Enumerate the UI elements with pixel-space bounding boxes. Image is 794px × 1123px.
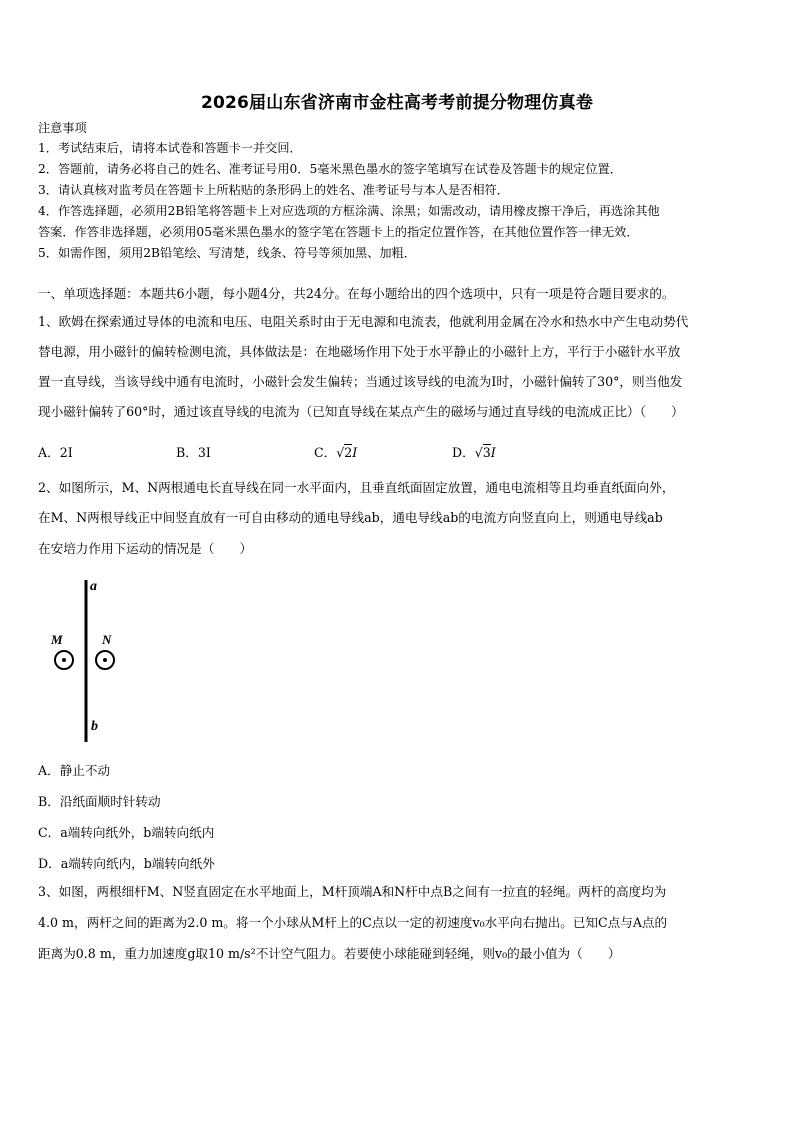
q1-line-2: 替电源，用小磁针的偏转检测电流，具体做法是：在地磁场作用下处于水平静止的小磁针上方，平行于小磁针水平放 <box>38 344 681 359</box>
q1-option-d-var: I <box>490 445 496 460</box>
q2-option-a[interactable]: A．静止不动 <box>38 763 111 778</box>
notice-item-3: 3．请认真核对监考员在答题卡上所粘贴的条形码上的姓名、准考证号与本人是否相符． <box>38 183 509 197</box>
q2-line-3: 在安培力作用下运动的情况是（ ） <box>38 541 253 556</box>
q1-option-b[interactable]: B．3I <box>176 445 211 460</box>
q1-option-d-radicand: 3 <box>482 445 491 460</box>
label-n: N <box>102 632 112 647</box>
q2-option-d[interactable]: D．a端转向纸内，b端转向纸外 <box>38 856 215 871</box>
q2-line-2: 在M、N两根导线正中间竖直放有一可自由移动的通电导线ab，通电导线ab的电流方向竖直向上，则通电导线ab <box>38 510 663 525</box>
q1-option-c-radicand: 2 <box>344 445 353 460</box>
q3-line-3: 距离为0.8 m，重力加速度g取10 m/s²不计空气阻力。若要使小球能碰到轻绳，则v₀的最小值为（ ） <box>38 946 621 961</box>
wire-n-dot <box>103 658 107 662</box>
q1-option-c-var: I <box>352 445 358 460</box>
q2-line-1: 2、如图所示，M、N两根通电长直导线在同一水平面内，且垂直纸面固定放置，通电电流相等且均垂直纸面向外， <box>38 480 675 495</box>
notice-item-1: 1．考试结束后，请将本试卷和答题卡一并交回． <box>38 141 302 155</box>
q1-line-1: 1、欧姆在探索通过导体的电流和电压、电阻关系时由于无电源和电流表，他就利用金属在冷水和热水中产生电动势代 <box>38 314 689 329</box>
notice-heading: 注意事项 <box>38 121 87 135</box>
q2-option-c[interactable]: C．a端转向纸外，b端转向纸内 <box>38 825 215 840</box>
q1-option-d-prefix: D． <box>452 445 475 460</box>
q1-option-c-prefix: C． <box>314 445 337 460</box>
q3-line-1: 3、如图，两根细杆M、N竖直固定在水平地面上，M杆顶端A和N杆中点B之间有一拉直的轻绳。两杆的高度均为 <box>38 884 667 899</box>
notice-item-4-cont: 答案．作答非选择题，必须用05毫米黑色墨水的签字笔在答题卡上的指定位置作答，在其他位置作答一律无效． <box>38 225 639 239</box>
q1-option-a[interactable]: A．2I <box>38 445 73 460</box>
q1-option-c[interactable] <box>314 442 357 461</box>
page-title: 2026届山东省济南市金柱高考考前提分物理仿真卷 <box>200 93 594 113</box>
q1-line-4: 现小磁针偏转了60°时，通过该直导线的电流为（已知直导线在某点产生的磁场与通过直导线的电流成正比）（ ） <box>38 404 684 419</box>
label-a: a <box>90 579 97 594</box>
sqrt-icon: √ <box>336 445 345 460</box>
q1-option-d[interactable] <box>452 442 496 461</box>
notice-item-2: 2．答题前，请务必将自己的姓名、准考证号用0．5毫米黑色墨水的签字笔填写在试卷及答题卡的规定位置． <box>38 162 622 176</box>
label-m: M <box>51 632 63 647</box>
q3-line-2: 4.0 m，两杆之间的距离为2.0 m。将一个小球从M杆上的C点以一定的初速度v₀水平向右抛出。已知C点与A点的 <box>38 915 668 930</box>
sqrt-icon: √ <box>474 445 483 460</box>
label-b: b <box>91 719 98 734</box>
q1-line-3: 置一直导线，当该导线中通有电流时，小磁针会发生偏转；当通过该导线的电流为I时，小磁针偏转了30°，则当他发 <box>38 374 683 389</box>
wire-m-dot <box>62 658 66 662</box>
notice-item-5: 5．如需作图，须用2B铅笔绘、写清楚，线条、符号等须加黑、加粗． <box>38 246 416 260</box>
section-heading: 一、单项选择题：本题共6小题，每小题4分，共24分。在每小题给出的四个选项中，只有一项是符合题目要求的。 <box>38 286 675 301</box>
q2-figure <box>48 576 128 746</box>
notice-item-4: 4．作答选择题，必须用2B铅笔将答题卡上对应选项的方框涂满、涂黑；如需改动，请用橡皮擦干净后，再选涂其他 <box>38 204 660 218</box>
q2-option-b[interactable]: B．沿纸面顺时针转动 <box>38 794 161 809</box>
wire-diagram <box>48 576 128 746</box>
